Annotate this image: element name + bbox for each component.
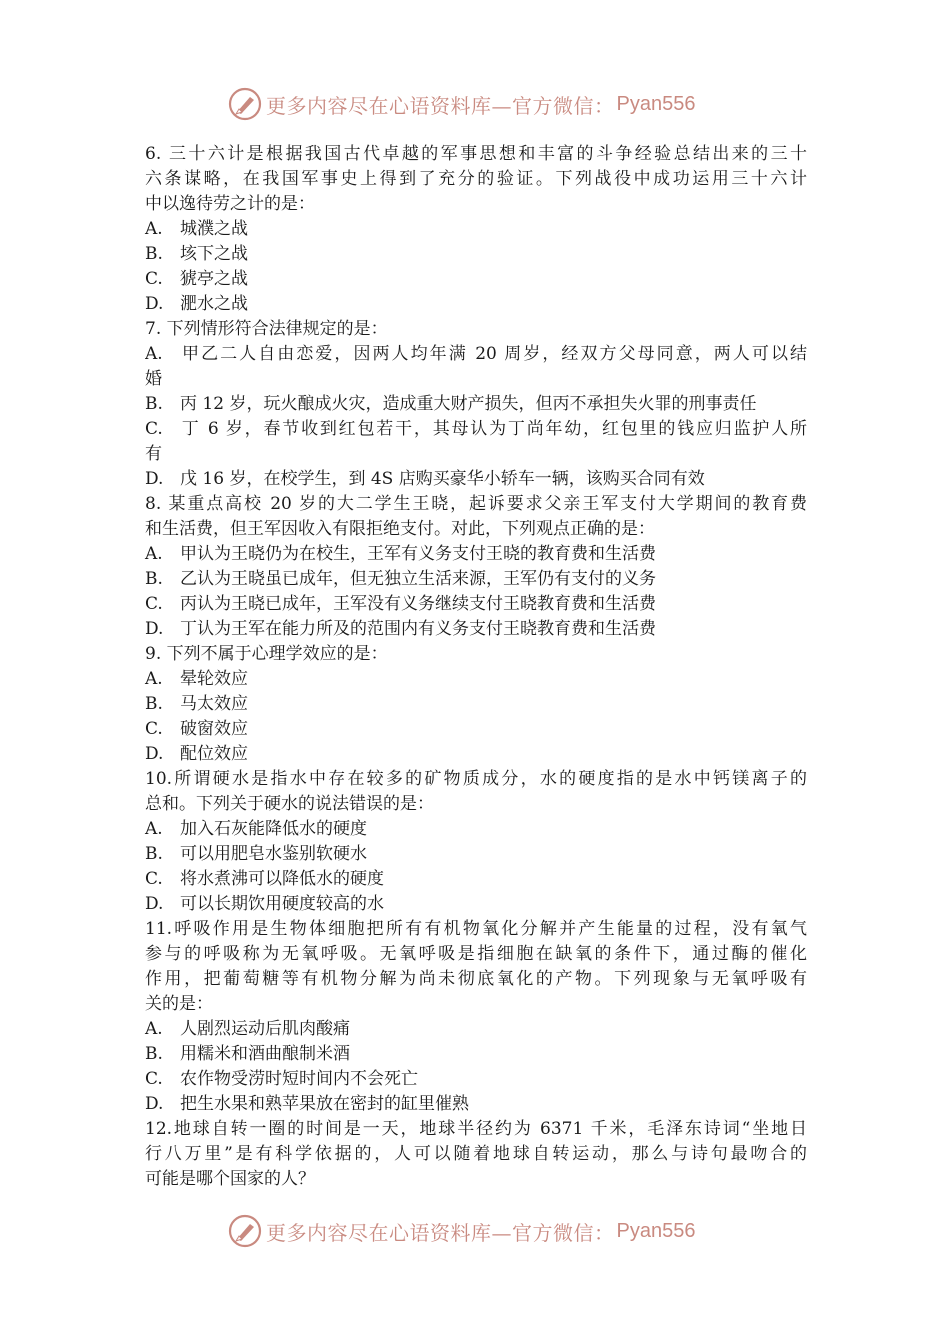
option-d [145, 467, 807, 492]
option-text: 加入石灰能降低水的硬度 [180, 819, 367, 839]
option-text: 垓下之战 [180, 244, 248, 264]
question-6 [145, 142, 807, 317]
option-text: 配位效应 [180, 744, 248, 764]
option-text: 甲乙二人自由恋爱，因两人均年满 20 周岁，经双方父母同意，两人可以结 [180, 344, 807, 364]
option-text: 甲认为王晓仍为在校生，王军有义务支付王晓的教育费和生活费 [180, 544, 656, 564]
option-d [145, 742, 807, 767]
question-stem-line: 8. 某重点高校 20 岁的大二学生王晓，起诉要求父亲王军支付大学期间的教育费 [145, 494, 807, 514]
option-text: 丁认为王军在能力所及的范围内有义务支付王晓教育费和生活费 [180, 619, 656, 639]
option-a-continuation: 婚 [145, 369, 162, 389]
question-9 [145, 642, 807, 767]
question-stem-line: 和生活费，但王军因收入有限拒绝支付。对此，下列观点正确的是： [145, 519, 655, 539]
question-stem-line: 关的是： [145, 994, 213, 1014]
option-text: 丁 6 岁，春节收到红包若干，其母认为丁尚年幼，红包里的钱应归监护人所 [180, 419, 807, 439]
option-text: 用糯米和酒曲酿制米酒 [180, 1044, 350, 1064]
option-text: 猇亭之战 [180, 269, 248, 289]
option-label: A. [145, 544, 163, 564]
question-stem-line: 12.地球自转一圈的时间是一天，地球半径约为 6371 千米，毛泽东诗词“坐地日 [145, 1119, 807, 1139]
option-label: D. [145, 1094, 164, 1114]
option-label: B. [145, 844, 163, 864]
option-label: B. [145, 694, 163, 714]
option-b [145, 567, 807, 592]
option-c [145, 417, 807, 442]
option-text: 丙认为王晓已成年，王军没有义务继续支付王晓教育费和生活费 [180, 594, 656, 614]
question-stem-line: 作用，把葡萄糖等有机物分解为尚未彻底氧化的产物。下列现象与无氧呼吸有 [145, 969, 807, 989]
question-11 [145, 917, 807, 1117]
option-c [145, 867, 807, 892]
option-text: 晕轮效应 [180, 669, 248, 689]
option-d [145, 292, 807, 317]
option-text: 破窗效应 [180, 719, 248, 739]
option-a [145, 667, 807, 692]
option-text: 城濮之战 [180, 219, 248, 239]
option-text: 把生水果和熟苹果放在密封的缸里催熟 [180, 1094, 469, 1114]
option-text: 乙认为王晓虽已成年，但无独立生活来源，王军仍有支付的义务 [180, 569, 656, 589]
option-label: B. [145, 394, 163, 414]
option-label: B. [145, 569, 163, 589]
option-label: A. [145, 819, 163, 839]
option-label: A. [145, 219, 163, 239]
question-10 [145, 767, 807, 917]
option-label: A. [145, 669, 163, 689]
option-b [145, 242, 807, 267]
pen-nib-logo-icon [228, 1214, 262, 1248]
option-label: C. [145, 719, 163, 739]
exam-content [145, 142, 807, 1192]
banner-text: 更多内容尽在心语资料库—官方微信： [266, 93, 615, 118]
option-text: 可以用肥皂水鉴别软硬水 [180, 844, 367, 864]
option-label: D. [145, 469, 164, 489]
option-b [145, 392, 807, 417]
option-a [145, 1017, 807, 1042]
option-d [145, 892, 807, 917]
option-a [145, 542, 807, 567]
option-text: 人剧烈运动后肌肉酸痛 [180, 1019, 350, 1039]
option-d [145, 617, 807, 642]
option-label: C. [145, 1069, 163, 1089]
option-label: D. [145, 894, 164, 914]
option-text: 可以长期饮用硬度较高的水 [180, 894, 384, 914]
question-stem-line: 行八万里”是有科学依据的，人可以随着地球自转运动，那么与诗句最吻合的 [145, 1144, 807, 1164]
question-stem-line: 11.呼吸作用是生物体细胞把所有有机物氧化分解并产生能量的过程，没有氧气 [145, 919, 807, 939]
question-stem-line: 总和。下列关于硬水的说法错误的是： [145, 794, 434, 814]
option-label: B. [145, 244, 163, 264]
option-label: C. [145, 269, 163, 289]
option-c [145, 267, 807, 292]
option-c [145, 717, 807, 742]
option-b [145, 1042, 807, 1067]
option-b [145, 692, 807, 717]
banner-text: 更多内容尽在心语资料库—官方微信： [266, 1220, 615, 1245]
pen-nib-logo-icon [228, 87, 262, 121]
option-text: 农作物受涝时短时间内不会死亡 [180, 1069, 418, 1089]
question-stem-line: 6. 三十六计是根据我国古代卓越的军事思想和丰富的斗争经验总结出来的三十 [145, 144, 807, 164]
option-label: C. [145, 419, 163, 439]
option-text: 将水煮沸可以降低水的硬度 [180, 869, 384, 889]
question-7 [145, 317, 807, 492]
question-stem-line: 7. 下列情形符合法律规定的是： [145, 319, 388, 339]
footer-watermark-banner [228, 1211, 695, 1251]
question-stem-line: 参与的呼吸称为无氧呼吸。无氧呼吸是指细胞在缺氧的条件下，通过酶的催化 [145, 944, 807, 964]
question-stem-line: 10.所谓硬水是指水中存在较多的矿物质成分，水的硬度指的是水中钙镁离子的 [145, 769, 807, 789]
option-label: D. [145, 294, 164, 314]
option-label: B. [145, 1044, 163, 1064]
option-label: C. [145, 594, 163, 614]
option-label: C. [145, 869, 163, 889]
option-a [145, 817, 807, 842]
option-text: 马太效应 [180, 694, 248, 714]
option-label: D. [145, 619, 164, 639]
option-c-continuation: 有 [145, 444, 162, 464]
option-text: 戊 16 岁，在校学生，到 4S 店购买豪华小轿车一辆，该购买合同有效 [180, 469, 705, 489]
option-a [145, 342, 807, 367]
banner-wechat-id: Pyan556 [616, 92, 696, 115]
option-a [145, 217, 807, 242]
question-stem-line: 六条谋略，在我国军事史上得到了充分的验证。下列战役中成功运用三十六计 [145, 169, 807, 189]
question-stem-line: 可能是哪个国家的人？ [145, 1169, 315, 1189]
header-watermark-banner [228, 84, 695, 124]
option-d [145, 1092, 807, 1117]
question-8 [145, 492, 807, 642]
option-label: A. [145, 344, 163, 364]
option-label: A. [145, 1019, 163, 1039]
question-12 [145, 1117, 807, 1192]
option-label: D. [145, 744, 164, 764]
option-c [145, 592, 807, 617]
option-b [145, 842, 807, 867]
banner-wechat-id: Pyan556 [616, 1219, 696, 1242]
option-c [145, 1067, 807, 1092]
option-text: 淝水之战 [180, 294, 248, 314]
question-stem-line: 9. 下列不属于心理学效应的是： [145, 644, 388, 664]
option-text: 丙 12 岁，玩火酿成火灾，造成重大财产损失，但丙不承担失火罪的刑事责任 [180, 394, 757, 414]
question-stem-line: 中以逸待劳之计的是： [145, 194, 315, 214]
